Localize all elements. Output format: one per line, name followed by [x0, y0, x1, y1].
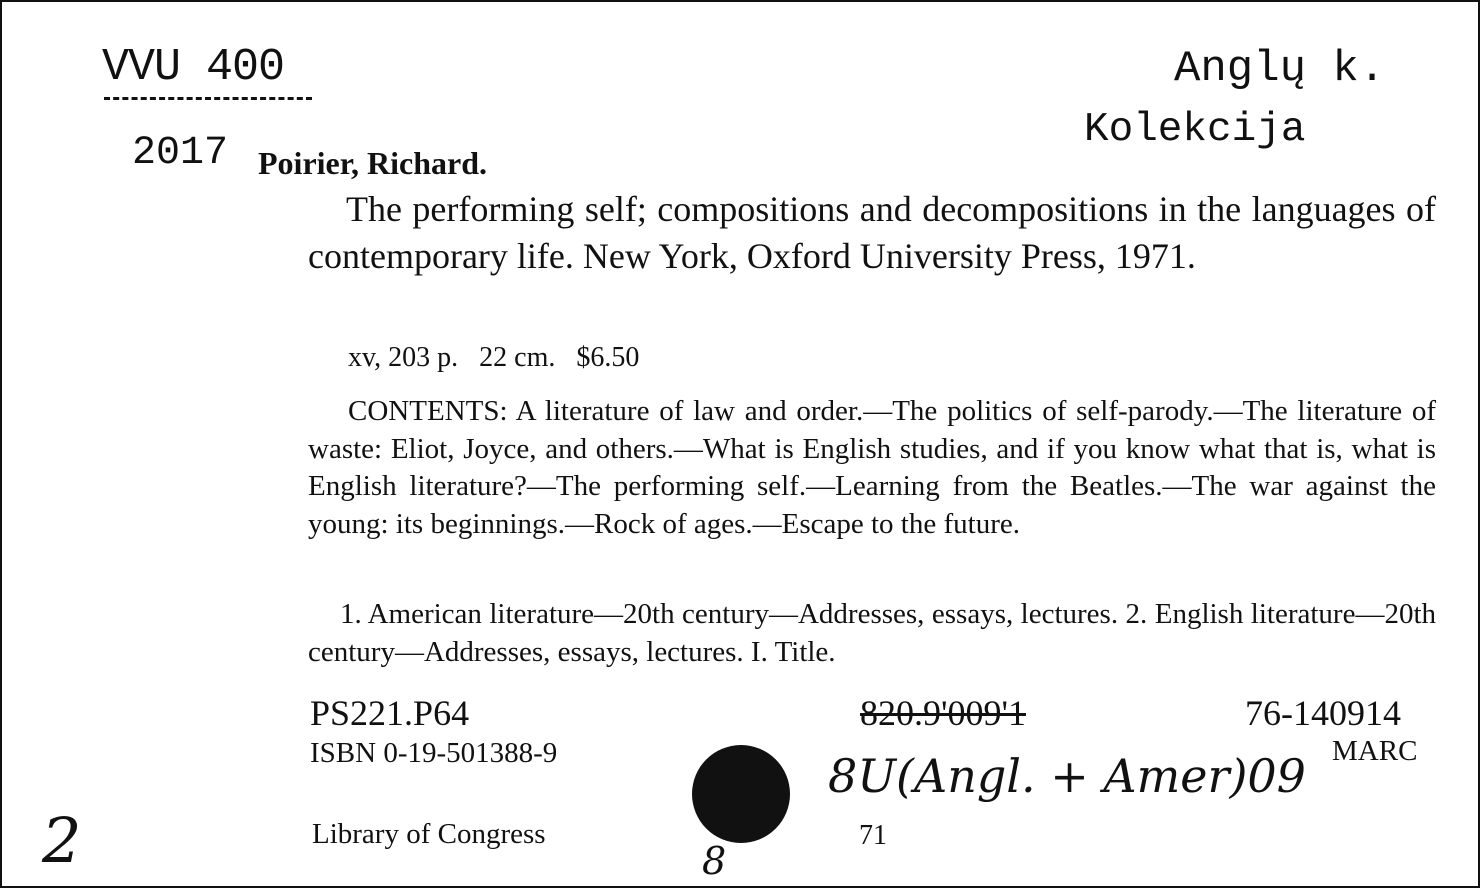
contents-label: CONTENTS: — [348, 395, 508, 427]
handwritten-mark-left: 2 — [42, 804, 82, 877]
collection-stamp: Kolekcija — [1084, 107, 1306, 153]
handwritten-mark-bottom: 8 — [702, 839, 727, 883]
lccn: 76-140914 — [1245, 693, 1401, 733]
contents-text: A literature of law and order.—The politics of self-parody.—The literature of waste: Eliot, Joyce, and others.—What is English studies, and if you know what that is, what is English literature?—The performing self.—Learning from the Beatles.—The war against the young: its beginnings.—Rock of ages.—Escape to the future. — [308, 395, 1436, 540]
handwritten-classification: 8U(Angl. + Amer)09 — [828, 749, 1306, 803]
library-of-congress: Library of Congress — [312, 818, 546, 850]
location-stamp: Anglų k. — [1174, 44, 1386, 94]
call-number-stamp: VVU 400 — [102, 42, 285, 93]
subjects-text: 1. American literature—20th century—Addresses, essays, lectures. 2. English literature—20th century—Addresses, essays, lectures. I. Title. — [308, 598, 1436, 668]
call-number-underline — [104, 97, 312, 100]
collation: xv, 203 p. 22 cm. $6.50 — [348, 342, 640, 373]
title-text: The performing self; compositions and decompositions in the languages of contemporary life. New York, Oxford University Press, 1971. — [308, 189, 1436, 276]
subject-tracings — [308, 596, 1436, 671]
author-heading: Poirier, Richard. — [258, 145, 487, 181]
contents-note — [308, 393, 1436, 543]
isbn: ISBN 0-19-501388-9 — [310, 737, 558, 769]
dewey-number-crossed: 820.9'009'1 — [860, 693, 1026, 733]
lc-class-number: PS221.P64 — [310, 693, 470, 733]
title-paragraph — [308, 186, 1436, 279]
accession-number: 2017 — [132, 131, 229, 176]
year-code: 71 — [859, 820, 887, 851]
marc-label: MARC — [1332, 735, 1418, 767]
punch-hole — [692, 745, 790, 843]
